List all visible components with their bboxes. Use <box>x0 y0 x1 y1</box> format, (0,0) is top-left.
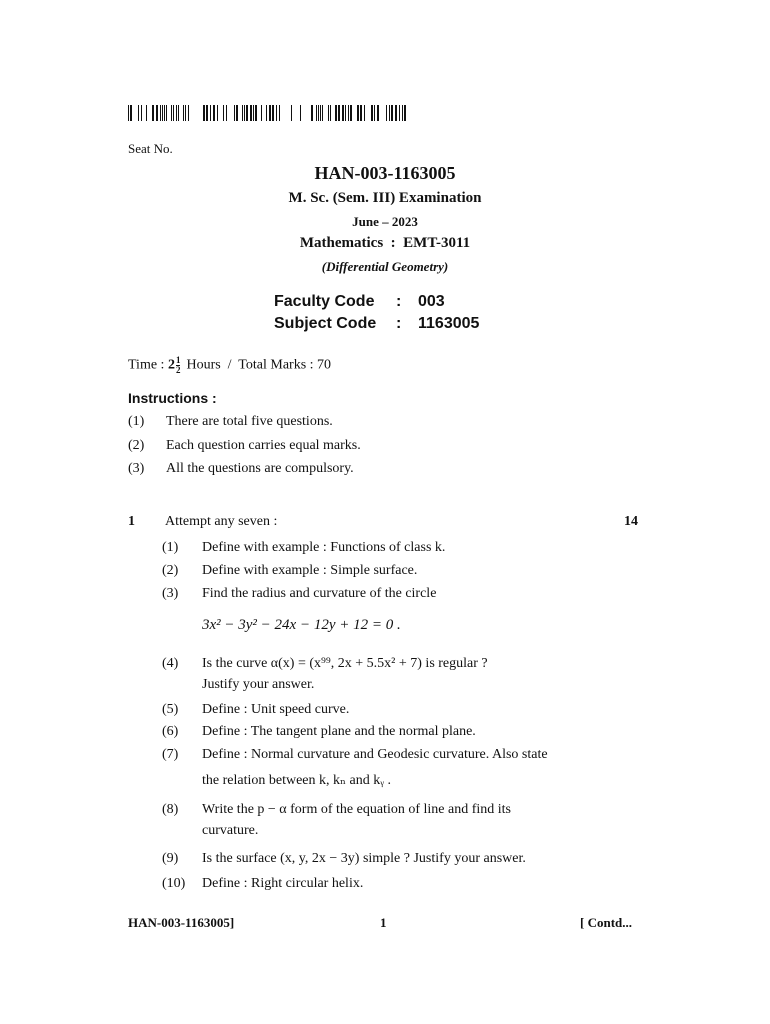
part-text-continued: Justify your answer. <box>202 677 315 692</box>
part-text: Is the surface (x, y, 2x − 3y) simple ? Justify your answer. <box>202 851 526 866</box>
part-text: Write the p − α form of the equation of line and find its <box>202 802 511 817</box>
part-text: Is the curve α(x) = (x⁹⁹, 2x + 5.5x² + 7) is regular ? <box>202 656 488 671</box>
part-text-continued: the relation between k, kₙ and kᵧ . <box>202 773 391 788</box>
subject-code-value: 1163005 <box>418 315 480 332</box>
part-num: (5) <box>162 702 179 717</box>
part-num: (6) <box>162 724 179 739</box>
faculty-code-colon: : <box>396 293 402 310</box>
question-part <box>162 873 622 894</box>
question-part <box>162 653 622 695</box>
subject-code-row <box>274 315 479 333</box>
question-part <box>162 799 622 841</box>
question-marks: 14 <box>624 514 638 529</box>
instruction-num: (1) <box>128 414 145 429</box>
time-fraction-num: 1 <box>175 355 181 365</box>
part-num: (9) <box>162 851 179 866</box>
subject-subtitle: (Differential Geometry) <box>321 259 449 274</box>
footer-page-number: 1 <box>380 915 387 930</box>
exam-title: M. Sc. (Sem. III) Examination <box>288 190 482 206</box>
instructions-heading: Instructions : <box>128 390 217 406</box>
faculty-code-value: 003 <box>418 293 445 310</box>
subject-title: Mathematics : EMT-3011 <box>299 235 471 251</box>
question-part <box>162 537 622 558</box>
part-text: Define : The tangent plane and the normal plane. <box>202 724 476 739</box>
instruction-text: There are total five questions. <box>166 414 333 429</box>
footer-paper-code: HAN-003-1163005] <box>128 915 235 930</box>
question-part <box>162 721 622 742</box>
question-part <box>162 744 622 791</box>
part-text: Define with example : Simple surface. <box>202 563 418 578</box>
exam-date: June – 2023 <box>352 214 418 229</box>
time-whole: 2 <box>167 357 175 373</box>
part-num: (4) <box>162 656 179 671</box>
part-text: Define : Normal curvature and Geodesic curvature. Also state <box>202 747 548 762</box>
part-text: Define with example : Functions of class k. <box>202 540 446 555</box>
time-marks-line <box>128 356 331 375</box>
question-part <box>162 583 622 604</box>
part-num: (2) <box>162 563 179 578</box>
circle-equation: 3x² − 3y² − 24x − 12y + 12 = 0 . <box>202 617 401 633</box>
time-prefix: Time : <box>128 357 168 373</box>
instruction-item <box>128 438 361 454</box>
faculty-code-label: Faculty Code <box>274 293 375 310</box>
question-part <box>162 699 622 720</box>
part-num: (8) <box>162 802 179 817</box>
instruction-item <box>128 461 354 477</box>
instruction-text: All the questions are compulsory. <box>166 461 354 476</box>
footer-continued: [ Contd... <box>580 915 633 930</box>
part-text: Define : Unit speed curve. <box>202 702 350 717</box>
time-rest: Hours / Total Marks : 70 <box>186 357 332 373</box>
seat-number-label: Seat No. <box>128 141 173 156</box>
part-text: Find the radius and curvature of the circle <box>202 586 437 601</box>
part-text-continued: curvature. <box>202 823 259 838</box>
part-num: (7) <box>162 747 179 762</box>
part-num: (10) <box>162 876 186 891</box>
question-part <box>162 848 622 869</box>
barcode-image <box>128 105 410 127</box>
part-num: (3) <box>162 586 179 601</box>
faculty-code-row <box>274 293 445 311</box>
part-num: (1) <box>162 540 179 555</box>
time-fraction <box>176 356 181 375</box>
instruction-num: (2) <box>128 438 145 453</box>
part-text: Define : Right circular helix. <box>202 876 364 891</box>
question-instruction: Attempt any seven : <box>165 514 278 529</box>
subject-code-colon: : <box>396 315 402 332</box>
time-fraction-den: 2 <box>175 365 181 375</box>
instruction-item <box>128 414 333 430</box>
paper-code-title: HAN-003-1163005 <box>314 163 456 183</box>
instruction-text: Each question carries equal marks. <box>166 438 361 453</box>
instruction-num: (3) <box>128 461 145 476</box>
question-part <box>162 560 622 581</box>
subject-code-label: Subject Code <box>274 315 377 332</box>
question-number: 1 <box>128 514 135 529</box>
